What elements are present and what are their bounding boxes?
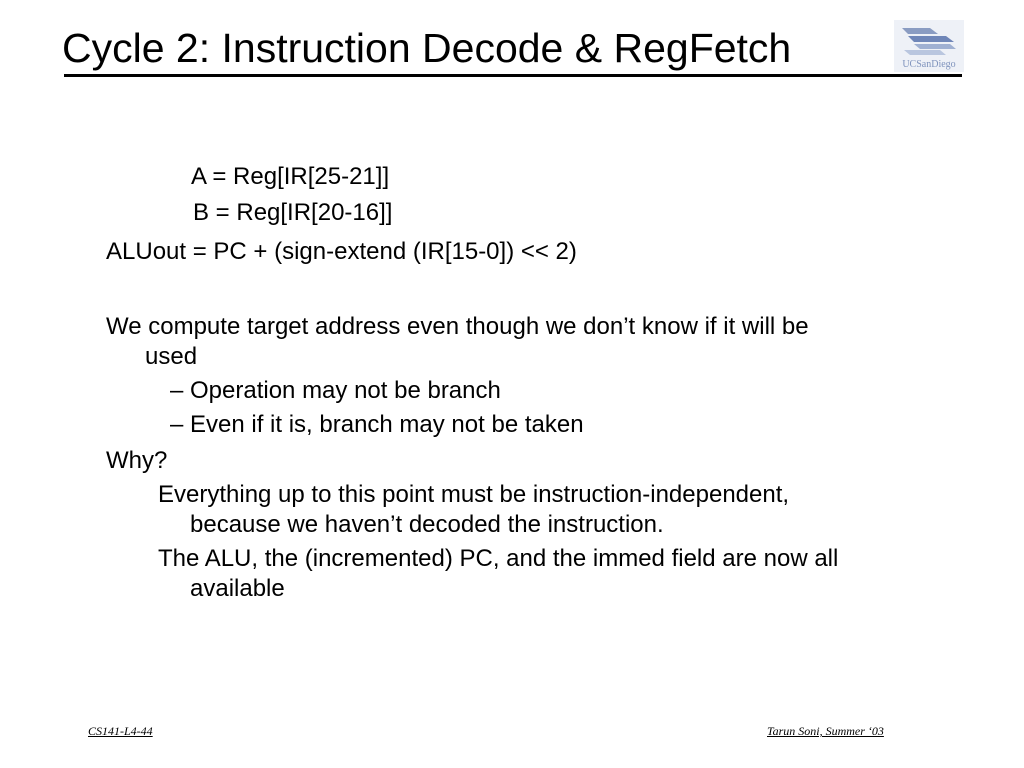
reason1-line2: because we haven’t decoded the instruction. — [190, 511, 664, 538]
footer-slide-id: CS141-L4-44 — [88, 724, 153, 738]
equation-b: B = Reg[IR[20-16]] — [193, 199, 393, 226]
slide-title: Cycle 2: Instruction Decode & RegFetch — [62, 25, 792, 71]
ucsd-logo — [894, 20, 964, 72]
reason1-line1: Everything up to this point must be instruction-independent, — [158, 481, 790, 508]
sub1-text: Operation may not be branch — [190, 377, 501, 404]
point1-line2: used — [145, 343, 198, 370]
reason2-line2: available — [190, 575, 285, 602]
footer-author: Tarun Soni, Summer ‘03 — [767, 724, 884, 738]
logo-text: UCSanDiego — [902, 59, 956, 70]
title-underline — [64, 74, 962, 77]
reason2-line1: The ALU, the (incremented) PC, and the immed field are now all — [158, 545, 839, 572]
equation-aluout: ALUout = PC + (sign-extend (IR[15-0]) << 2) — [106, 238, 577, 265]
sub1-dash: – — [170, 377, 184, 404]
equation-a: A = Reg[IR[25-21]] — [191, 163, 390, 190]
point1-line1: We compute target address even though we don’t know if it will be — [106, 313, 809, 340]
ucsd-logo-icon — [894, 20, 964, 72]
sub2-text: Even if it is, branch may not be taken — [190, 411, 584, 438]
sub2-dash: – — [170, 411, 184, 438]
why-heading: Why? — [106, 447, 168, 474]
